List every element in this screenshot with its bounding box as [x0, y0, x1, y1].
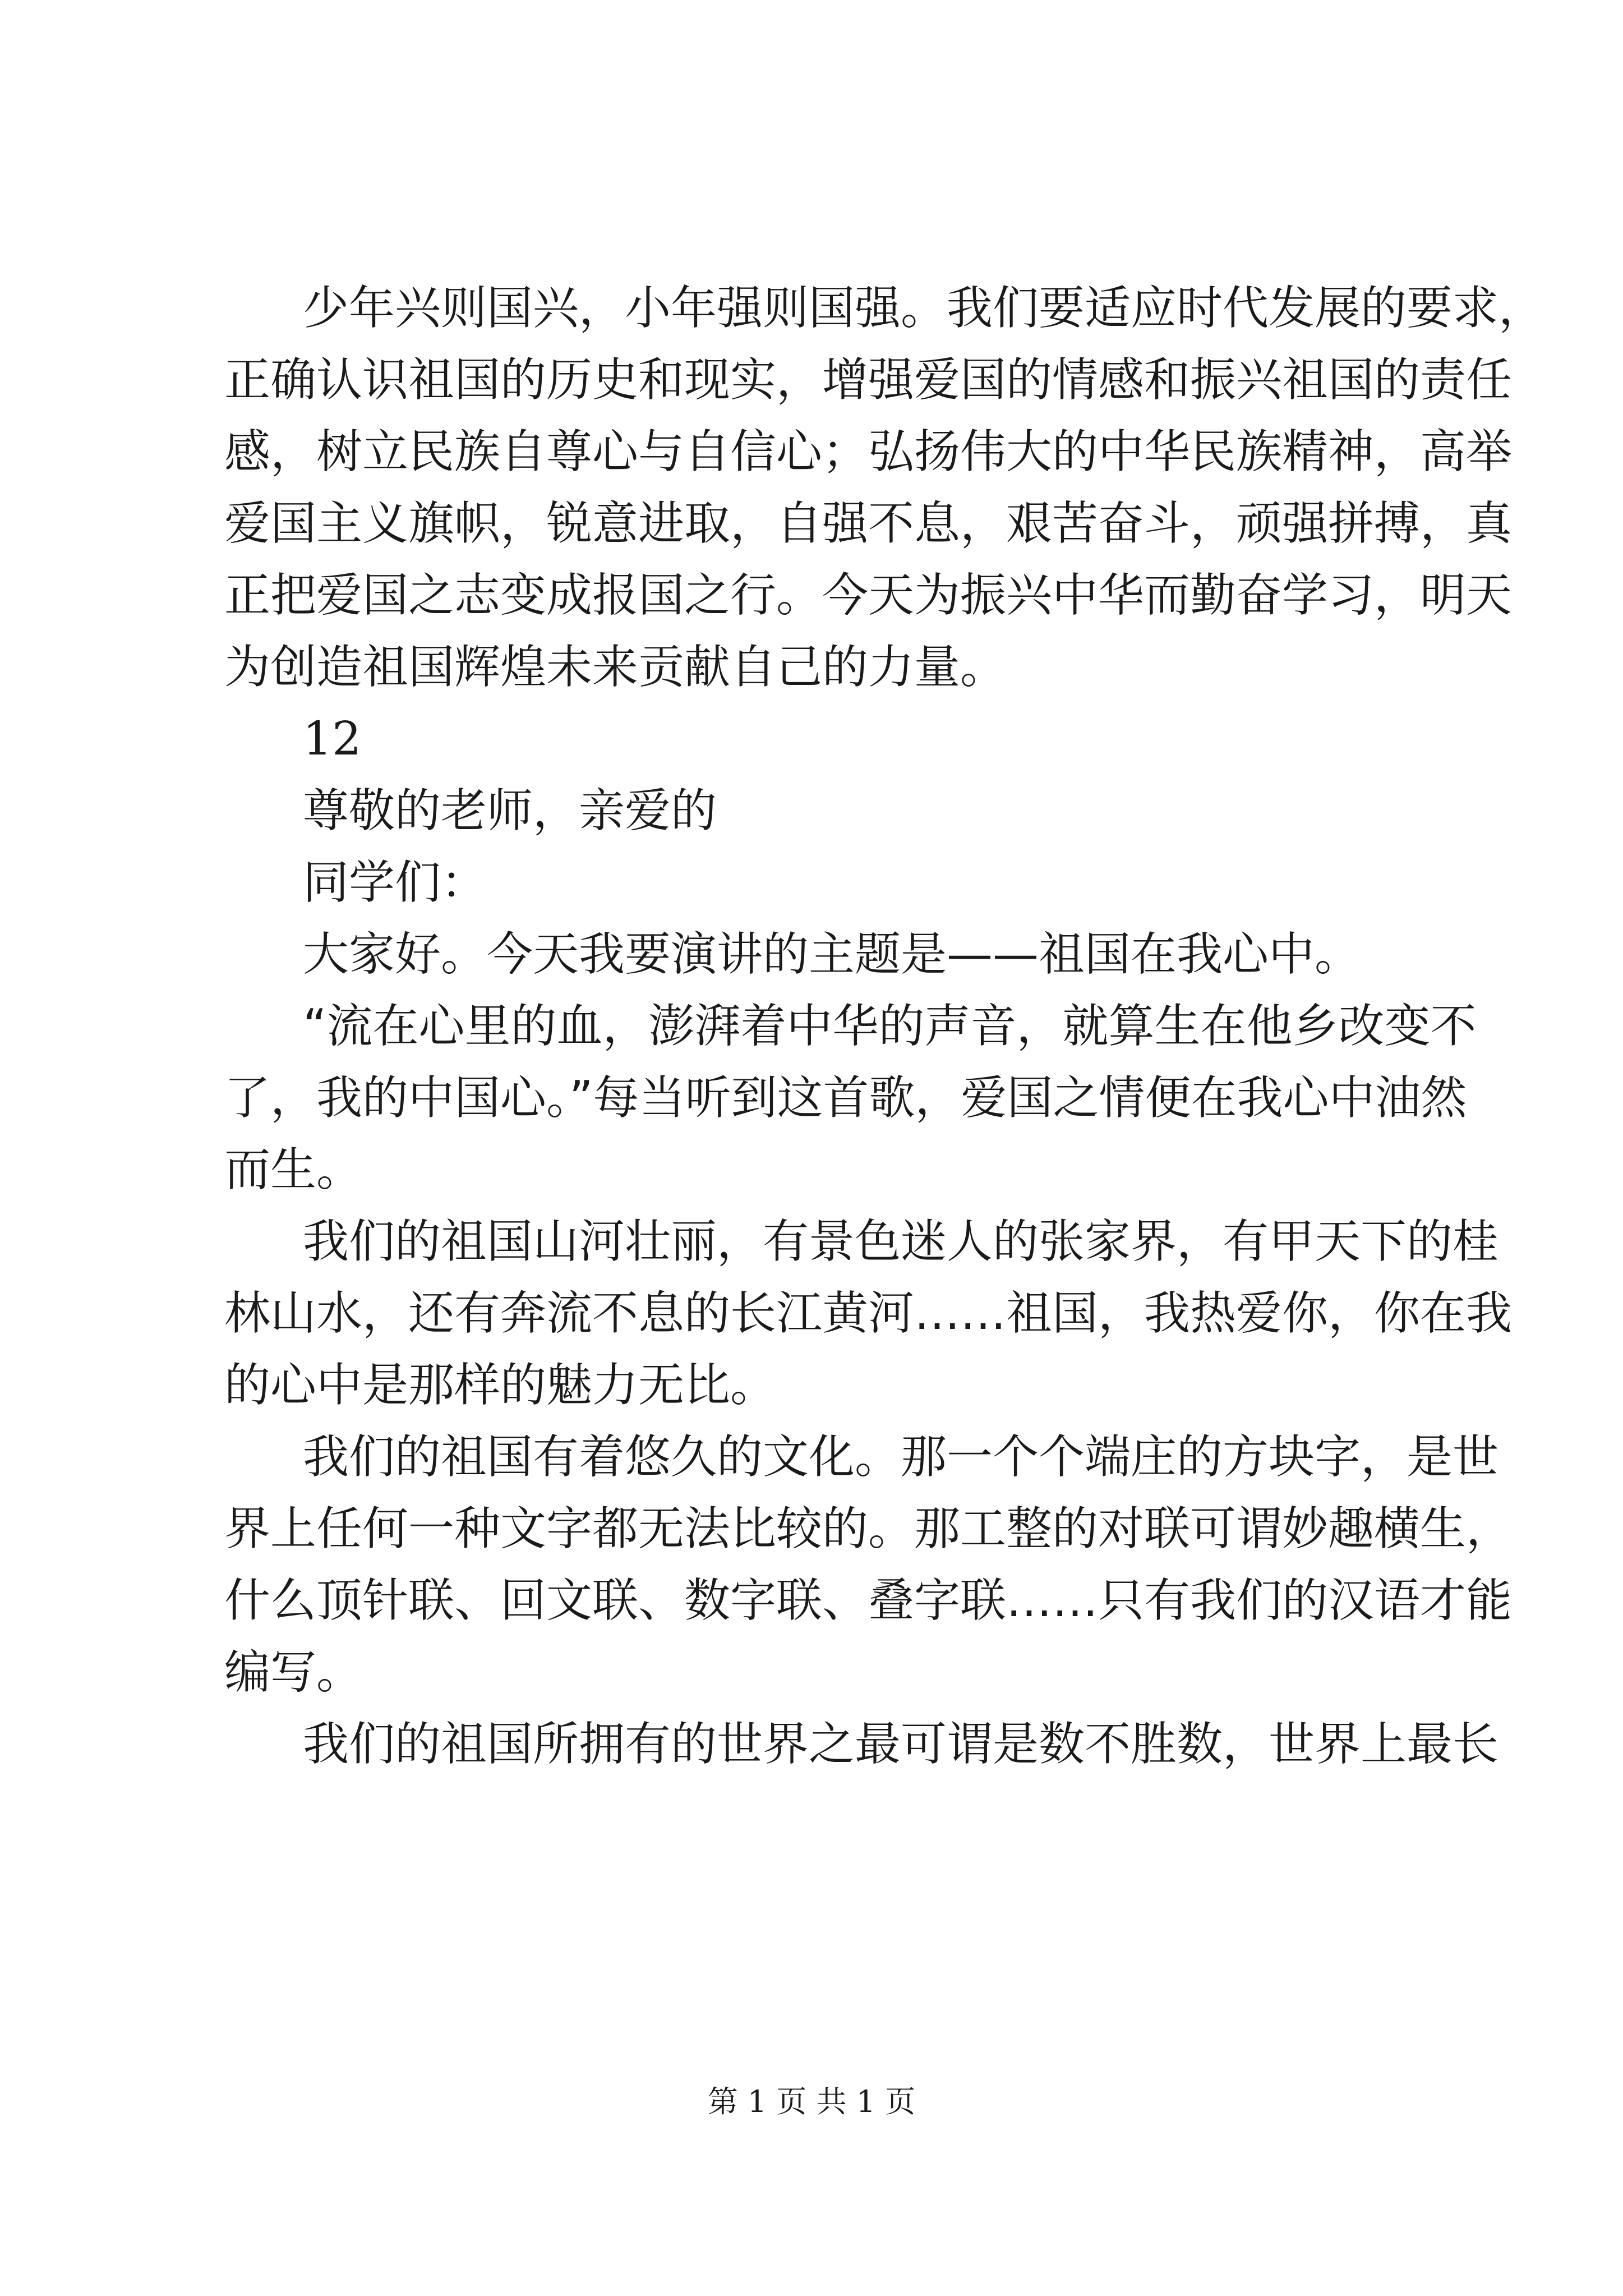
- paragraph-line: 林山水，还有奔流不息的长江黄河……祖国，我热爱你，你在我: [224, 1287, 1513, 1340]
- greeting-line: 尊敬的老师，亲爱的: [303, 784, 717, 838]
- paragraph-line: 为创造祖国辉煌未来贡献自己的力量。: [224, 641, 1007, 694]
- paragraph-line: 正把爱国之志变成报国之行。今天为振兴中华而勤奋学习，明天: [224, 569, 1513, 622]
- paragraph-line: 编写。: [224, 1646, 363, 1699]
- paragraph-line: 了，我的中国心。”每当听到这首歌，爱国之情便在我心中油然: [224, 1071, 1467, 1125]
- page-footer: 第 1 页 共 1 页: [707, 2084, 916, 2119]
- paragraph-line: 大家好。今天我要演讲的主题是——祖国在我心中。: [303, 928, 1361, 981]
- paragraph-line: 什么顶针联、回文联、数字联、叠字联……只有我们的汉语才能: [224, 1574, 1513, 1627]
- paragraph-line: “流在心里的血，澎湃着中华的声音，就算生在他乡改变不: [303, 1000, 1477, 1053]
- greeting-line: 同学们：: [303, 856, 487, 909]
- paragraph-line: 我们的祖国所拥有的世界之最可谓是数不胜数，世界上最长: [303, 1718, 1499, 1771]
- paragraph-line: 正确认识祖国的历史和现实，增强爱国的情感和振兴祖国的责任: [224, 353, 1513, 407]
- paragraph-line: 少年兴则国兴，小年强则国强。我们要适应时代发展的要求，: [303, 282, 1545, 335]
- paragraph-line: 爱国主义旗帜，锐意进取，自强不息，艰苦奋斗，顽强拼搏，真: [224, 497, 1513, 550]
- paragraph-line: 的心中是那样的魅力无比。: [224, 1359, 777, 1412]
- paragraph-line: 感，树立民族自尊心与自信心；弘扬伟大的中华民族精神，高举: [224, 425, 1513, 478]
- paragraph-line: 我们的祖国有着悠久的文化。那一个个端庄的方块字，是世: [303, 1430, 1499, 1484]
- paragraph-line: 界上任何一种文字都无法比较的。那工整的对联可谓妙趣横生，: [224, 1502, 1513, 1556]
- section-number: 12: [303, 712, 362, 766]
- paragraph-line: 我们的祖国山河壮丽，有景色迷人的张家界，有甲天下的桂: [303, 1215, 1499, 1268]
- paragraph-line: 而生。: [224, 1143, 363, 1197]
